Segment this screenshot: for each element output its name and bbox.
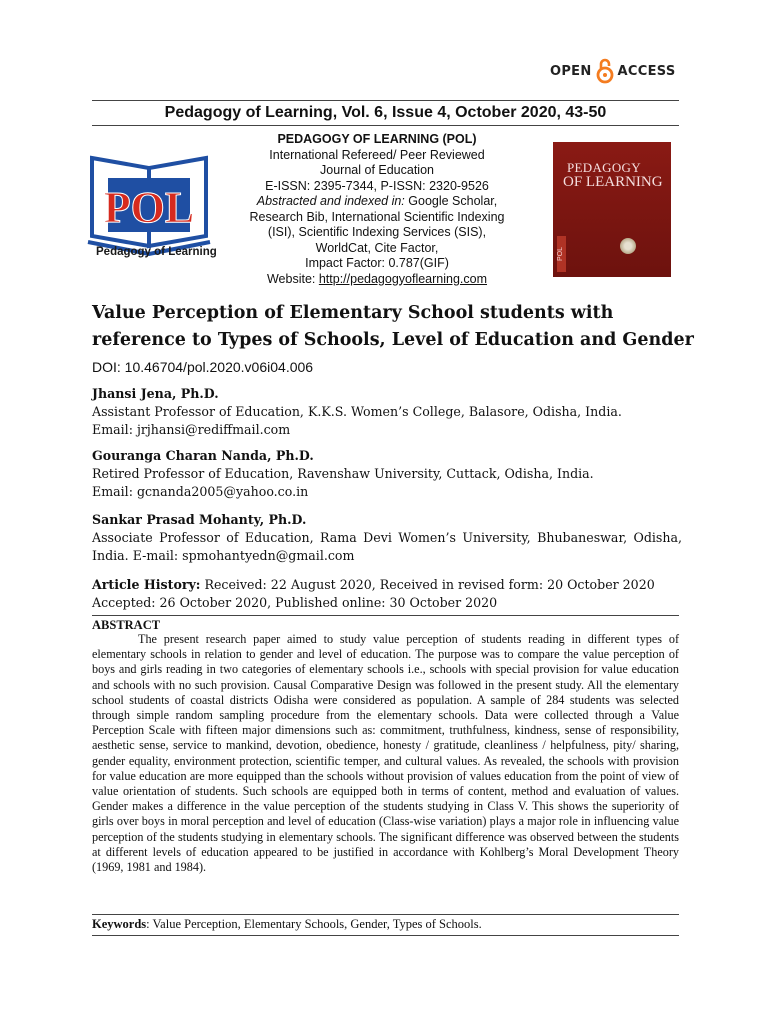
author-block (92, 511, 682, 565)
indexed-1: Google Scholar, (404, 194, 498, 208)
logo-letters: POL (103, 183, 195, 232)
article-title: Value Perception of Elementary School students with reference to Types of Schools, Level of Education and Gender (92, 303, 694, 350)
article-doi: DOI: 10.46704/pol.2020.v06i04.006 (92, 359, 314, 375)
cover-vertical-label: POL (557, 236, 566, 272)
keywords-rule-bottom (92, 935, 679, 936)
cover-title-1: PEDAGOGY (567, 160, 641, 175)
open-label: OPEN (550, 63, 592, 79)
indexed-3: (ISI), Scientific Indexing Services (SIS), (267, 225, 487, 239)
journal-cover (553, 142, 671, 277)
website-link[interactable]: http://pedagogyoflearning.com (318, 271, 488, 286)
author-affiliation: Assistant Professor of Education, K.K.S. Women’s College, Balasore, Odisha, India. (92, 404, 622, 419)
author-email: Email: jrjhansi@rediffmail.com (92, 422, 291, 437)
website-label: Website: (266, 271, 319, 286)
indexed-2: Research Bib, International Scientific Indexing (249, 209, 505, 224)
history-label: Article History: (92, 577, 201, 592)
open-lock-icon (596, 58, 614, 84)
cover-emblem-icon (620, 238, 636, 254)
author-block (92, 385, 682, 439)
author-email: Email: gcnanda2005@yahoo.co.in (92, 484, 309, 499)
journal-desc-1: International Refereed/ Peer Reviewed (269, 147, 485, 162)
keywords-rule-top (92, 914, 679, 915)
keywords-label: Keywords (92, 917, 147, 931)
header-rule-bottom (92, 125, 679, 126)
indexed-4: WorldCat, Cite Factor, (315, 240, 439, 255)
author-name: Jhansi Jena, Ph.D. (92, 386, 219, 401)
keywords-text: : Value Perception, Elementary Schools, Gender, Types of Schools. (146, 917, 482, 931)
history-received: Received: 22 August 2020, Received in revised form: 20 October 2020 (200, 577, 655, 592)
access-label: ACCESS (617, 63, 676, 79)
website-line (222, 272, 532, 288)
abstract-rule-top (92, 615, 679, 616)
header-rule-top (92, 100, 679, 101)
history-accepted: Accepted: 26 October 2020, Published online: 30 October 2020 (92, 595, 498, 610)
journal-citation: Pedagogy of Learning, Vol. 6, Issue 4, October 2020, 43-50 (164, 104, 607, 121)
journal-name: PEDAGOGY OF LEARNING (POL) (277, 132, 477, 146)
logo-caption: Pedagogy of Learning (96, 246, 217, 258)
author-block (92, 447, 682, 501)
abstract-heading: ABSTRACT (92, 618, 161, 632)
abstract-text: The present research paper aimed to study value perception of students reading in different types of elementary schools in relation to gender and level of education. The purpose was to compare the value perception of boys and girls reading in two categories of elementary schools i.e., schools with special provision for value education and schools with no such provision. Causal Comparative Design was followed in the present study. All the elementary school students of coastal districts Odisha were considered as population. A sample of 284 students was selected through simple random sampling procedure from the elementary schools. Data were collected through a Value Perception Scale with fifteen major dimensions such as: commitment, truthfulness, kindness, sense of responsibility, aesthetic sense, service to mankind, devotion, obedience, honesty / gratitude, cleanliness / helpfulness, pity/ sharing, gender equality, environment protection, scientific temper, and cultural values. As revealed, the schools with provision for value education are more equipped than the schools without provision of values education from the point of view of value orientation of students. Such schools are equipped both in terms of content, method and evaluation of values. Gender makes a difference in the value perception of the students studying in Class V. This shows the superiority of girls over boys in moral perception and level of education (Class-wise variation) plays a major role in influencing value perception of the students studying in elementary schools. The significant difference was observed between the students at different levels of education appeared to be justified in accordance with Kohlberg’s Moral Development Theory (1969, 1981 and 1984). (92, 632, 679, 875)
article-history (92, 576, 682, 612)
indexed-label: Abstracted and indexed in: (256, 194, 405, 208)
open-access-badge (550, 58, 676, 84)
journal-info (222, 132, 532, 287)
author-affiliation: Retired Professor of Education, Ravenshaw University, Cuttack, Odisha, India. (92, 466, 594, 481)
author-name: Sankar Prasad Mohanty, Ph.D. (92, 512, 307, 527)
impact-factor: Impact Factor: 0.787(GIF) (305, 256, 449, 270)
journal-issn: E-ISSN: 2395-7344, P-ISSN: 2320-9526 (265, 178, 489, 193)
author-name: Gouranga Charan Nanda, Ph.D. (92, 448, 314, 463)
indexing-line (222, 194, 532, 210)
author-affiliation: Associate Professor of Education, Rama Devi Women’s University, Bhubaneswar, Odisha, India. E-mail: spmohantyedn@gmail.com (92, 530, 682, 563)
keywords-line (92, 917, 482, 932)
cover-title-2: OF LEARNING (563, 174, 663, 190)
journal-desc-2: Journal of Education (320, 163, 434, 177)
